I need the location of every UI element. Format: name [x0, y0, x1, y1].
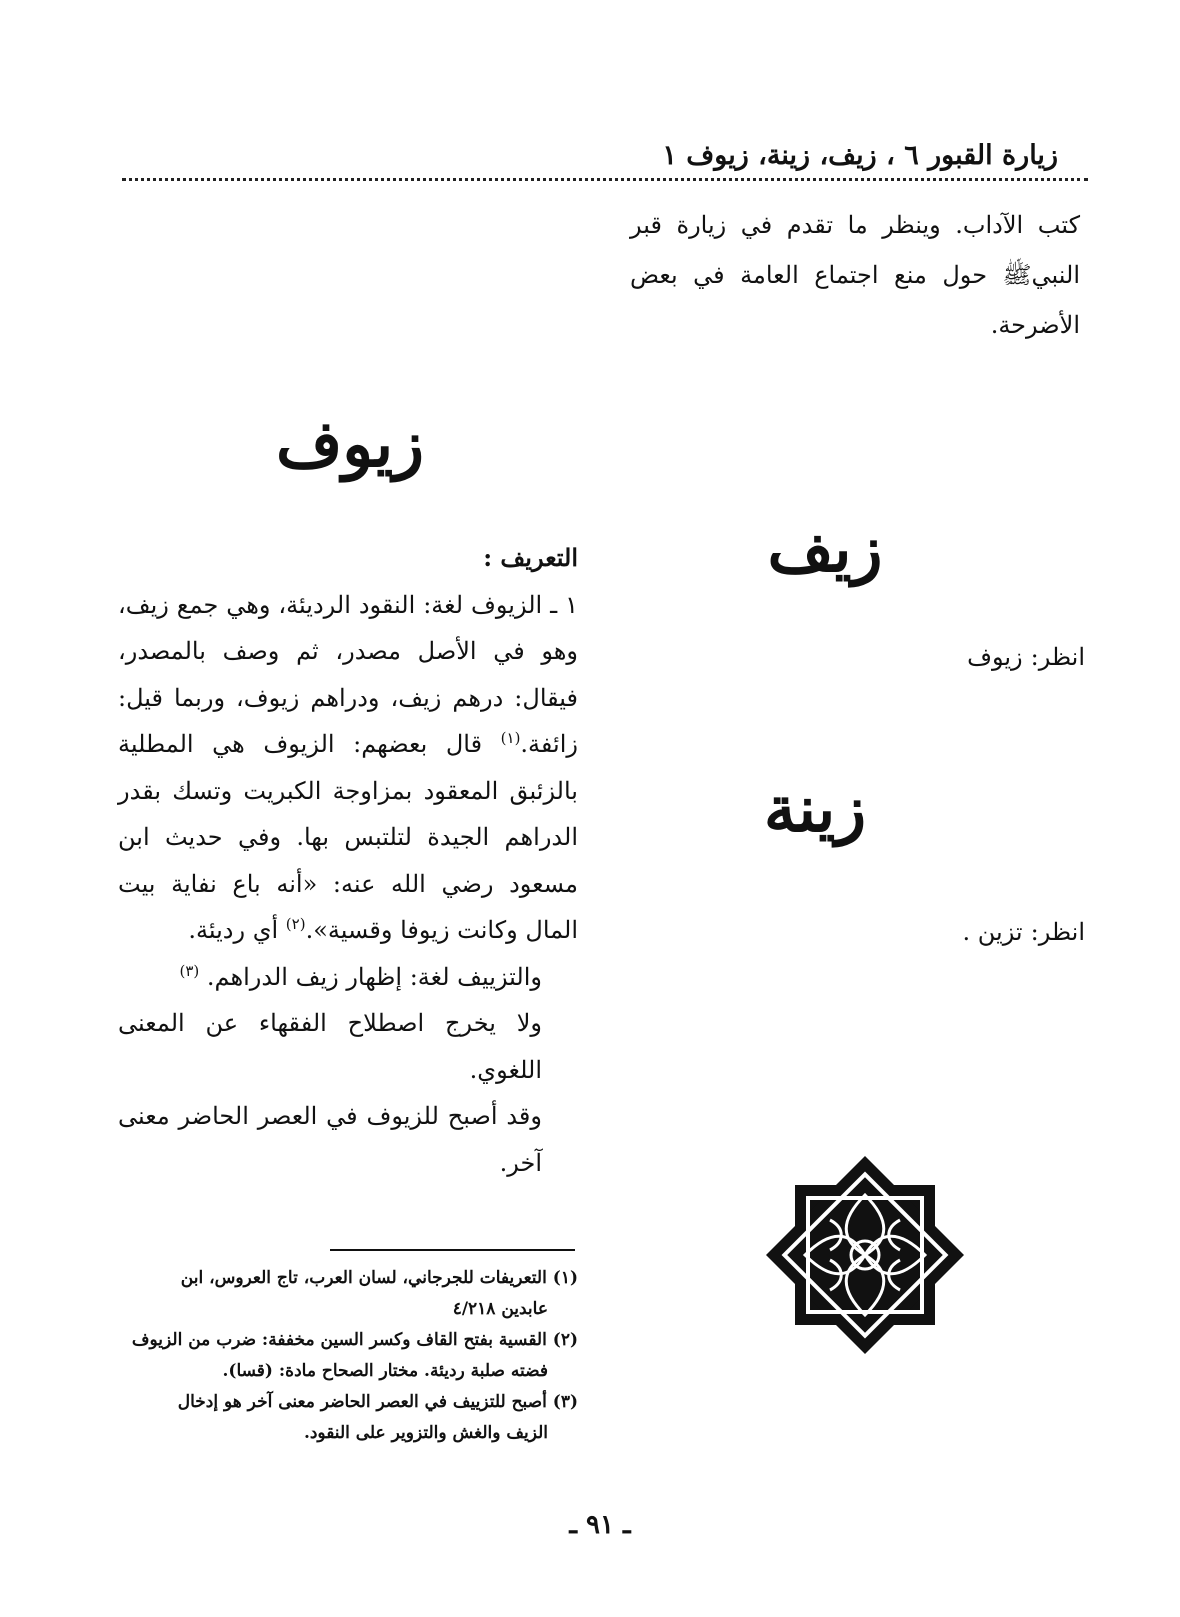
- footnote-3: (٣) أصبح للتزييف في العصر الحاضر معنى آخر هو إدخال: [177, 1392, 578, 1412]
- footnote-1-continued: عابدين ٤/٢١٨: [452, 1299, 548, 1319]
- cross-reference-zayf: [967, 637, 1085, 677]
- footnote-1: (١) التعريفات للجرجاني، لسان العرب، تاج العروس، ابن: [180, 1268, 578, 1288]
- entry-body-zuyuf: [118, 535, 578, 1186]
- running-head: زيارة القبور ٦ ، زيف، زينة، زيوف ١: [662, 140, 1058, 171]
- cross-reference-zina: [962, 912, 1085, 952]
- definition-heading: التعريف :: [483, 543, 578, 572]
- arabesque-star-ornament-icon: [760, 1150, 970, 1360]
- footnotes: [118, 1263, 578, 1449]
- see-label: انظر:: [1030, 643, 1085, 671]
- footnote-ref-3: (٣): [179, 961, 200, 980]
- footnote-separator: [330, 1249, 575, 1251]
- entry-title-zina: زينة: [763, 772, 867, 847]
- see-target: تزين .: [962, 918, 1023, 946]
- header-dotted-rule: [122, 178, 1088, 181]
- entry-title-zuyuf: زيوف: [275, 407, 425, 482]
- paragraph-definition: ١ ـ الزيوف لغة: النقود الرديئة، وهي جمع زيف، وهو في الأصل مصدر، ثم وصف بالمصدر، فيقال: درهم زيف، ودراهم زيوف، وربما قيل: زائفة.$^{(١)}$ قال بعضهم: الزيوف هي المطلية بالزئبق المعقود بمزاوجة الكبريت وتسك بقدر الدراهم الجيدة لتلتبس بها. وفي حديث ابن مسعود رضي الله عنه: «أنه باع نفاية بيت المال وكانت زيوفا وقسية».$^{(٢)}$ أي رديئة.: [118, 590, 578, 944]
- see-target: زيوف: [967, 643, 1023, 671]
- footnote-ref-1: (١): [500, 729, 521, 747]
- footnote-ref-2: (٢): [285, 915, 306, 933]
- footnote-2-continued: فضته صلبة رديئة. مختار الصحاح مادة: (قسا).: [222, 1361, 548, 1381]
- footnote-3-continued: الزيف والغش والتزوير على النقود.: [303, 1423, 548, 1443]
- entry-title-zayf: زيف: [767, 512, 883, 587]
- page-number: ـ ٩١ ـ: [569, 1510, 631, 1540]
- continued-paragraph: كتب الآداب. وينظر ما تقدم في زيارة قبر النبيﷺ حول منع اجتماع العامة في بعض الأضرحة.: [630, 211, 1080, 339]
- paragraph-modern: وقد أصبح للزيوف في العصر الحاضر معنى آخر.: [118, 1102, 542, 1177]
- paragraph-tazyif: والتزييف لغة: إظهار زيف الدراهم. $^{(٣)}$: [179, 961, 542, 991]
- paragraph-istilah: ولا يخرج اصطلاح الفقهاء عن المعنى اللغوي.: [118, 1009, 542, 1084]
- see-label: انظر:: [1030, 918, 1085, 946]
- footnote-2: (٢) القسية بفتح القاف وكسر السين مخففة: ضرب من الزيوف: [131, 1330, 578, 1350]
